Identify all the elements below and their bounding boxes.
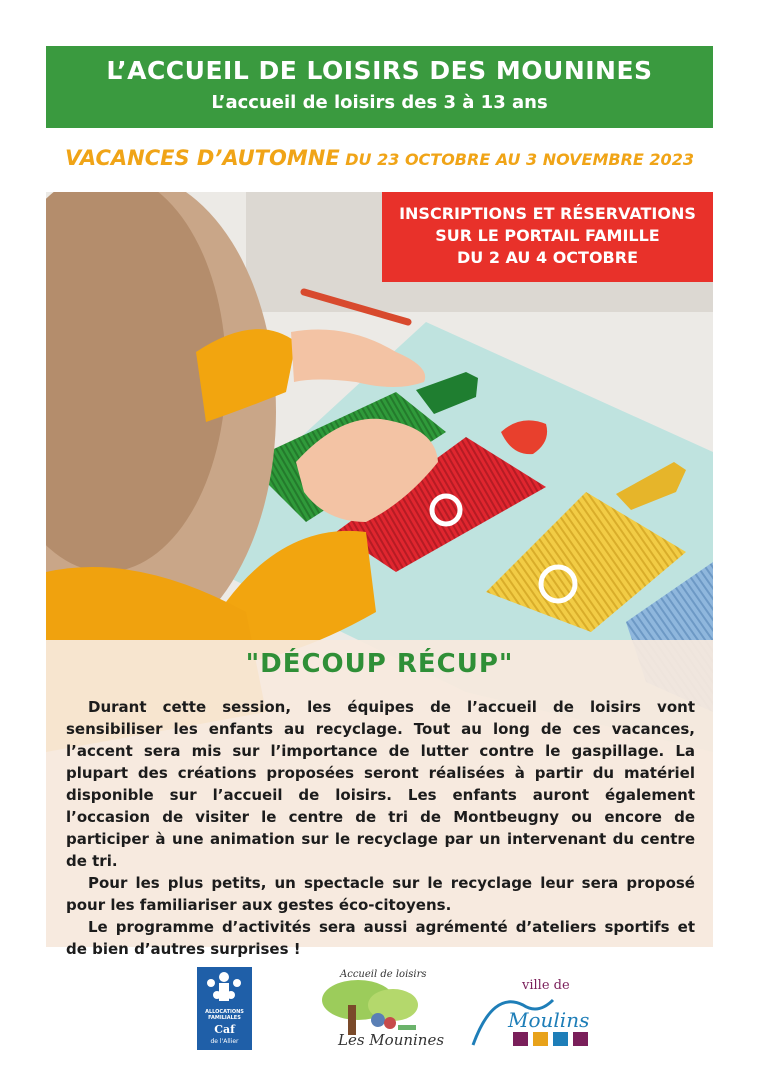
caf-subtitle: de l'Allier	[210, 1038, 239, 1045]
registration-line-1: INSCRIPTIONS ET RÉSERVATIONS	[399, 204, 696, 223]
caf-name: Caf	[214, 1023, 235, 1036]
holiday-label: VACANCES D’AUTOMNE	[65, 146, 340, 170]
mounines-tagline: Accueil de loisirs	[340, 969, 427, 980]
section-title: "DÉCOUP RÉCUP"	[245, 649, 514, 679]
header-banner	[46, 46, 713, 128]
partner-logos	[0, 960, 759, 1060]
mounines-name: Les Mounines	[338, 1031, 445, 1049]
moulins-ville-label: ville de	[522, 978, 570, 993]
registration-banner	[382, 192, 713, 282]
paragraph: Durant cette session, les équipes de l’accueil de loisirs vont sensibiliser les enfants au recyclage. Tout au long de ces vacances, l’accent sera mis sur l’importance de lutter contre le gaspillage. La plupart des créations proposées seront réalisées à partir du matériel disponible sur l’accueil de loisirs. Les enfants auront également l’occasion de visiter le centre de tri de Montbeugny ou encore de participer à une animation sur le recyclage par un intervenant du centre de tri.	[66, 698, 695, 870]
registration-line-3: DU 2 AU 4 OCTOBRE	[456, 248, 638, 267]
mounines-logo	[318, 965, 445, 1057]
page-title: L’ACCUEIL DE LOISIRS DES MOUNINES	[106, 56, 653, 85]
page-subtitle: L’accueil de loisirs des 3 à 13 ans	[211, 92, 548, 113]
holiday-range: DU 23 OCTOBRE AU 3 NOVEMBRE 2023	[345, 150, 694, 169]
moulins-name: Moulins	[508, 1008, 590, 1032]
caf-family-icon	[197, 967, 252, 1009]
description-text	[66, 696, 695, 960]
description-panel	[46, 640, 713, 958]
paragraph: Pour les plus petits, un spectacle sur le recyclage leur sera proposé pour les familiariser aux gestes éco-citoyens.	[66, 874, 695, 914]
caf-logo	[197, 967, 252, 1050]
caf-allocations: ALLOCATIONS FAMILIALES	[205, 1009, 244, 1021]
holiday-dates	[46, 146, 713, 170]
registration-line-2: SUR LE PORTAIL FAMILLE	[435, 226, 660, 245]
paragraph: Le programme d’activités sera aussi agrémenté d’ateliers sportifs et de bien d’autres surprises !	[66, 918, 695, 958]
moulins-logo	[468, 970, 613, 1055]
